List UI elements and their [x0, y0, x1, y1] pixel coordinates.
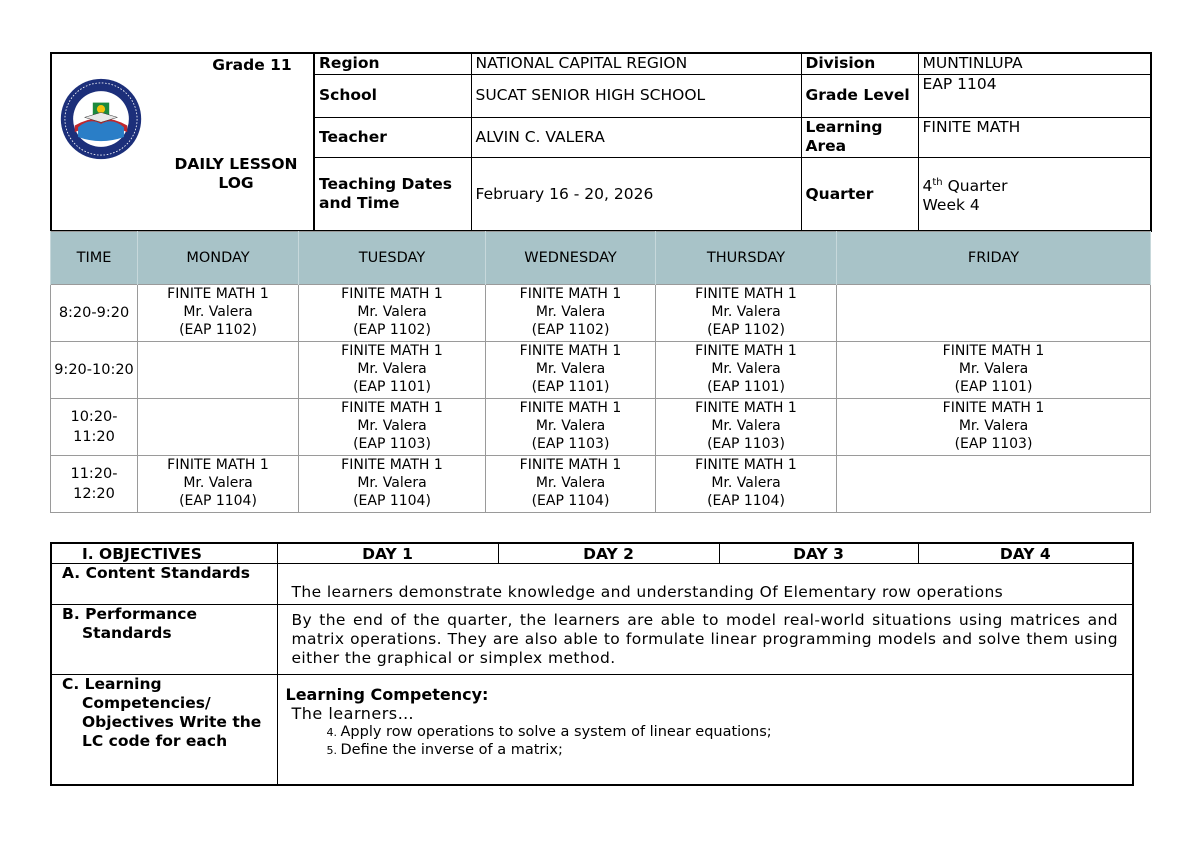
- class-section: (EAP 1103): [353, 436, 431, 452]
- quarter-ordinal-suffix: th: [932, 177, 943, 189]
- class-teacher: Mr. Valera: [183, 304, 253, 320]
- class-section: (EAP 1102): [353, 322, 431, 338]
- class-subject: FINITE MATH 1: [341, 286, 443, 302]
- competency-intro: The learners…: [291, 704, 415, 723]
- class-subject: FINITE MATH 1: [519, 343, 622, 359]
- division-label: Division: [801, 53, 918, 74]
- competency-item: 5. Define the inverse of a matrix;: [341, 741, 1125, 759]
- class-section: (EAP 1102): [531, 322, 610, 338]
- class-teacher: Mr. Valera: [535, 475, 606, 491]
- day-1-header: DAY 1: [277, 543, 498, 564]
- class-section: (EAP 1104): [707, 493, 785, 509]
- class-subject: FINITE MATH 1: [695, 400, 797, 416]
- class-section: (EAP 1102): [707, 322, 785, 338]
- header-table: [50, 52, 1152, 232]
- class-subject: FINITE MATH 1: [519, 400, 622, 416]
- day-2-header: DAY 2: [498, 543, 719, 564]
- school-label: School: [314, 74, 471, 117]
- class-subject: FINITE MATH 1: [695, 457, 797, 473]
- schedule-table: [50, 231, 1151, 513]
- learning-area-label: Learning Area: [801, 117, 918, 158]
- schedule-time: 11:20-12:20: [51, 456, 138, 513]
- quarter-ordinal: 4: [922, 177, 933, 196]
- competency-list: [286, 723, 1125, 759]
- class-section: (EAP 1103): [954, 436, 1033, 452]
- teacher-value: ALVIN C. VALERA: [471, 117, 801, 158]
- objectives-header: I. OBJECTIVES: [51, 543, 277, 564]
- competencies-cell: [277, 675, 1133, 785]
- class-teacher: Mr. Valera: [711, 361, 781, 377]
- schedule-header-thursday: THURSDAY: [656, 232, 837, 285]
- schedule-cell-tuesday: [299, 399, 486, 456]
- teaching-dates-value: February 16 - 20, 2026: [471, 158, 801, 231]
- objectives-table: [50, 542, 1134, 786]
- week-value: Week 4: [922, 196, 980, 215]
- schedule-header-time: TIME: [51, 232, 138, 285]
- division-value: MUNTINLUPA: [918, 53, 1151, 74]
- performance-standards-text: By the end of the quarter, the learners are able to model real-world situations using matrices and matrix operations. They are also able to formulate linear programming models and solve them using either the graphical or simplex method.: [277, 605, 1133, 675]
- schedule-cell-thursday: [656, 399, 837, 456]
- schedule-cell-monday: [138, 456, 299, 513]
- schedule-cell-wednesday: [486, 285, 656, 342]
- teaching-dates-label: Teaching Dates and Time: [314, 158, 471, 231]
- class-section: (EAP 1103): [707, 436, 785, 452]
- class-subject: FINITE MATH 1: [942, 343, 1045, 359]
- class-teacher: Mr. Valera: [183, 475, 253, 491]
- competency-item: 4. Apply row operations to solve a system of linear equations;: [341, 723, 1125, 741]
- content-standards-label: A. Content Standards: [51, 564, 277, 605]
- class-subject: FINITE MATH 1: [942, 400, 1045, 416]
- schedule-time: 8:20-9:20: [51, 285, 138, 342]
- schedule-cell-tuesday: [299, 342, 486, 399]
- schedule-cell-wednesday: [486, 456, 656, 513]
- schedule-cell-monday: [138, 342, 299, 399]
- class-section: (EAP 1102): [179, 322, 257, 338]
- class-section: (EAP 1101): [707, 379, 785, 395]
- schedule-header-friday: FRIDAY: [837, 232, 1151, 285]
- schedule-cell-friday: [837, 342, 1151, 399]
- schedule-cell-friday: [837, 285, 1151, 342]
- schedule-body: [51, 285, 1151, 513]
- class-teacher: Mr. Valera: [711, 475, 781, 491]
- logo-cell: [51, 53, 314, 231]
- schedule-header-tuesday: TUESDAY: [299, 232, 486, 285]
- schedule-time: 10:20-11:20: [51, 399, 138, 456]
- school-seal-logo-icon: [60, 78, 142, 160]
- day-4-header: DAY 4: [918, 543, 1133, 564]
- schedule-cell-wednesday: [486, 399, 656, 456]
- learning-area-value: FINITE MATH: [918, 117, 1151, 158]
- class-subject: FINITE MATH 1: [341, 457, 443, 473]
- schedule-cell-tuesday: [299, 285, 486, 342]
- schedule-cell-wednesday: [486, 342, 656, 399]
- class-subject: FINITE MATH 1: [167, 457, 269, 473]
- class-teacher: Mr. Valera: [357, 475, 427, 491]
- class-subject: FINITE MATH 1: [695, 286, 797, 302]
- class-section: (EAP 1104): [179, 493, 257, 509]
- class-subject: FINITE MATH 1: [167, 286, 269, 302]
- class-teacher: Mr. Valera: [711, 418, 781, 434]
- schedule-time: 9:20-10:20: [51, 342, 138, 399]
- schedule-row: [51, 399, 1151, 456]
- class-teacher: Mr. Valera: [958, 361, 1029, 377]
- class-teacher: Mr. Valera: [535, 361, 606, 377]
- class-subject: FINITE MATH 1: [519, 457, 622, 473]
- region-value: NATIONAL CAPITAL REGION: [471, 53, 801, 74]
- schedule-cell-friday: [837, 399, 1151, 456]
- class-subject: FINITE MATH 1: [519, 286, 622, 302]
- class-teacher: Mr. Valera: [357, 418, 427, 434]
- class-section: (EAP 1104): [353, 493, 431, 509]
- region-label: Region: [314, 53, 471, 74]
- quarter-label: Quarter: [801, 158, 918, 231]
- schedule-cell-tuesday: [299, 456, 486, 513]
- class-subject: FINITE MATH 1: [695, 343, 797, 359]
- schedule-row: [51, 285, 1151, 342]
- document-title: DAILY LESSON LOG: [174, 155, 298, 192]
- class-subject: FINITE MATH 1: [341, 400, 443, 416]
- day-3-header: DAY 3: [719, 543, 918, 564]
- class-section: (EAP 1101): [954, 379, 1033, 395]
- class-teacher: Mr. Valera: [535, 304, 606, 320]
- competencies-label: C. Learning Competencies/ Objectives Write the LC code for each: [51, 675, 277, 785]
- class-section: (EAP 1101): [353, 379, 431, 395]
- class-subject: FINITE MATH 1: [341, 343, 443, 359]
- content-standards-text: The learners demonstrate knowledge and understanding Of Elementary row operations: [277, 564, 1133, 605]
- schedule-cell-thursday: [656, 342, 837, 399]
- class-section: (EAP 1103): [531, 436, 610, 452]
- grade-level-label: Grade Level: [801, 74, 918, 117]
- class-section: (EAP 1104): [531, 493, 610, 509]
- schedule-cell-friday: [837, 456, 1151, 513]
- grade-level-value: EAP 1104: [918, 74, 1151, 117]
- schedule-header-wednesday: WEDNESDAY: [486, 232, 656, 285]
- school-value: SUCAT SENIOR HIGH SCHOOL: [471, 74, 801, 117]
- schedule-cell-thursday: [656, 285, 837, 342]
- schedule-row: [51, 342, 1151, 399]
- schedule-cell-thursday: [656, 456, 837, 513]
- class-teacher: Mr. Valera: [357, 361, 427, 377]
- class-teacher: Mr. Valera: [958, 418, 1029, 434]
- teacher-label: Teacher: [314, 117, 471, 158]
- schedule-row: [51, 456, 1151, 513]
- class-section: (EAP 1101): [531, 379, 610, 395]
- schedule-cell-monday: [138, 399, 299, 456]
- quarter-value: [918, 158, 1151, 231]
- schedule-cell-monday: [138, 285, 299, 342]
- performance-standards-label: B. Performance Standards: [51, 605, 277, 675]
- schedule-header-monday: MONDAY: [138, 232, 299, 285]
- quarter-word: Quarter: [947, 177, 1008, 196]
- class-teacher: Mr. Valera: [711, 304, 781, 320]
- competency-title: Learning Competency:: [285, 685, 489, 704]
- grade-label: Grade 11: [212, 56, 292, 74]
- class-teacher: Mr. Valera: [535, 418, 606, 434]
- class-teacher: Mr. Valera: [357, 304, 427, 320]
